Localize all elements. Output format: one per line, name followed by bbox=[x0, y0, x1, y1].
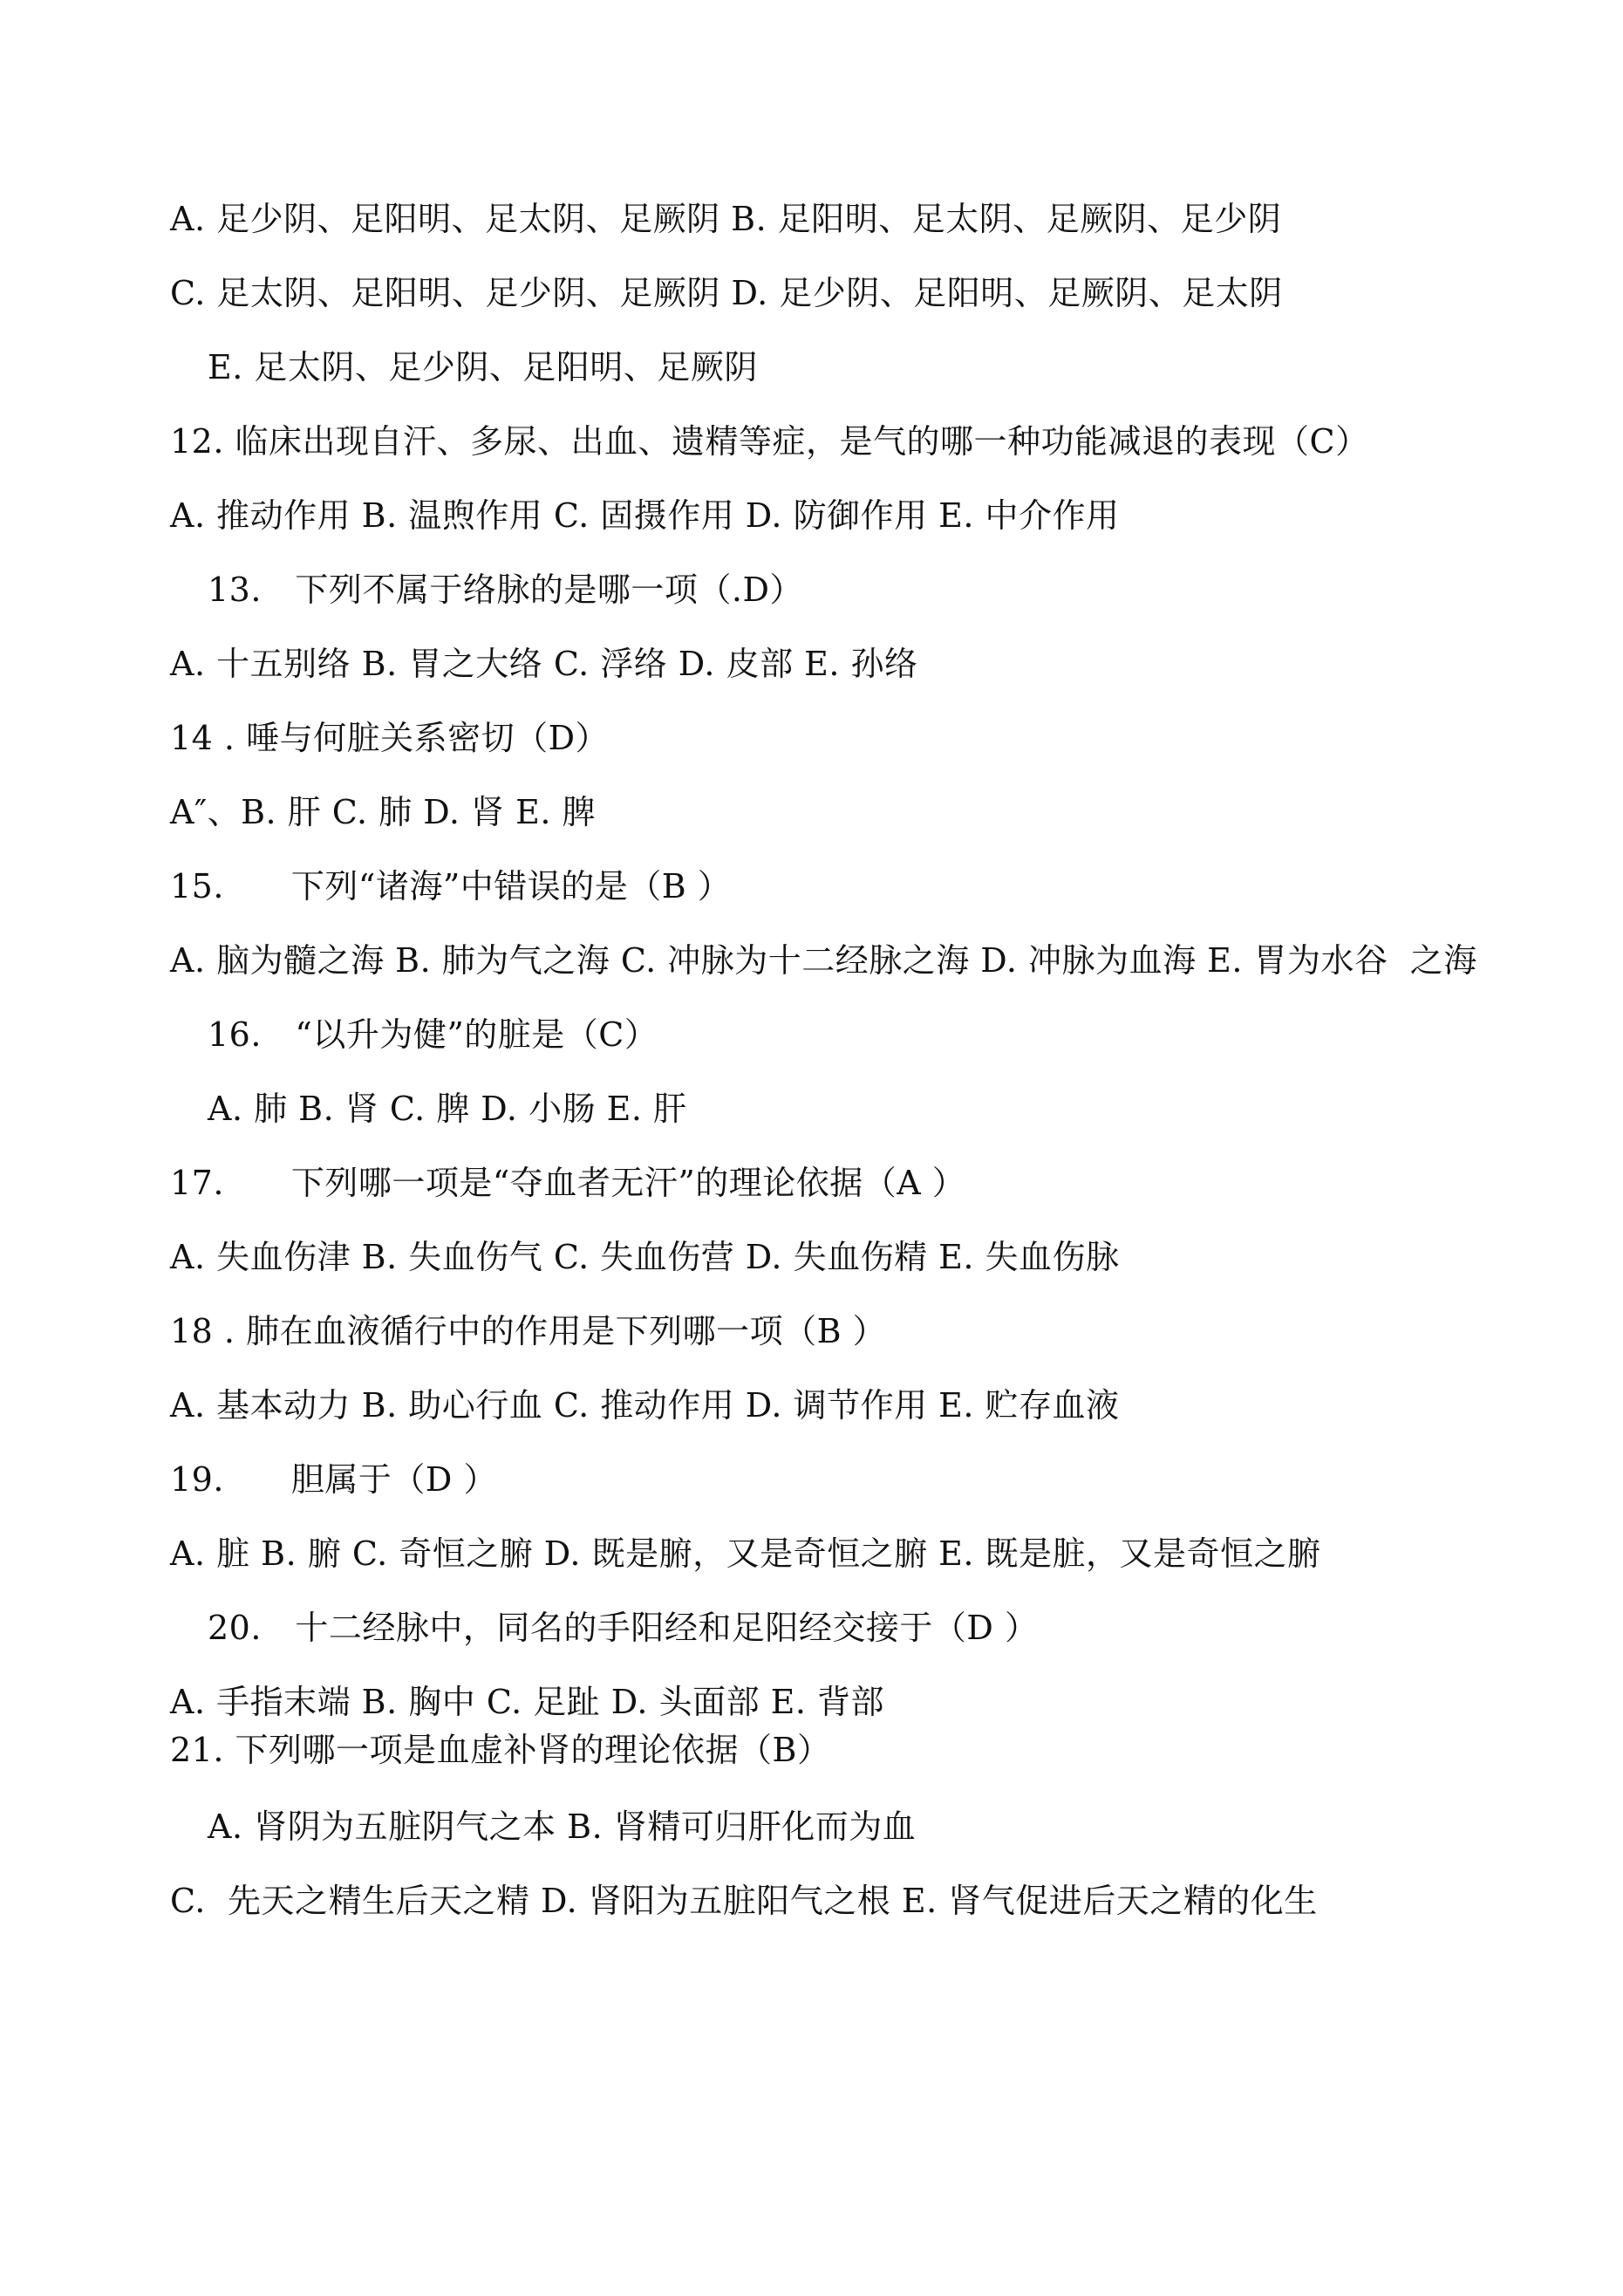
options-20: A. 手指末端 B. 胸中 C. 足趾 D. 头面部 E. 背部 bbox=[170, 1683, 885, 1721]
options-15: A. 脑为髓之海 B. 肺为气之海 C. 冲脉为十二经脉之海 D. 冲脉为血海 E. 胃为水谷 之海 bbox=[170, 941, 1477, 980]
question-20: 20. 十二经脉中，同名的手阳经和足阳经交接于（D ） bbox=[208, 1609, 1039, 1647]
options-16: A. 肺 B. 肾 C. 脾 D. 小肠 E. 肝 bbox=[208, 1090, 687, 1128]
options-21-ab: A. 肾阴为五脏阴气之本 B. 肾精可归肝化而为血 bbox=[208, 1807, 917, 1846]
question-18: 18 . 肺在血液循行中的作用是下列哪一项（B ） bbox=[170, 1312, 887, 1350]
option-line-11-e: E. 足太阴、足少阴、足阳明、足厥阴 bbox=[208, 348, 758, 386]
question-19: 19. 胆属于（D ） bbox=[170, 1460, 497, 1499]
question-16: 16. “以升为健”的脏是（C） bbox=[208, 1015, 658, 1054]
question-21: 21. 下列哪一项是血虚补肾的理论依据（B） bbox=[170, 1731, 831, 1769]
question-15: 15. 下列“诸海”中错误的是（B ） bbox=[170, 867, 732, 905]
option-line-11-cd: C. 足太阴、足阳明、足少阴、足厥阴 D. 足少阴、足阳明、足厥阴、足太阴 bbox=[170, 274, 1283, 312]
options-14: A″、B. 肝 C. 肺 D. 肾 E. 脾 bbox=[170, 793, 597, 831]
options-12: A. 推动作用 B. 温煦作用 C. 固摄作用 D. 防御作用 E. 中介作用 bbox=[170, 496, 1120, 535]
question-12: 12. 临床出现自汗、多尿、出血、遗精等症，是气的哪一种功能减退的表现（C） bbox=[170, 422, 1369, 461]
question-13: 13. 下列不属于络脉的是哪一项（.D） bbox=[208, 571, 803, 609]
question-14: 14 . 唾与何脏关系密切（D） bbox=[170, 719, 610, 757]
options-17: A. 失血伤津 B. 失血伤气 C. 失血伤营 D. 失血伤精 E. 失血伤脉 bbox=[170, 1238, 1120, 1276]
options-21-cde: C. 先天之精生后天之精 D. 肾阳为五脏阳气之根 E. 肾气促进后天之精的化生 bbox=[170, 1882, 1318, 1920]
options-13: A. 十五别络 B. 胃之大络 C. 浮络 D. 皮部 E. 孙络 bbox=[170, 645, 918, 683]
options-18: A. 基本动力 B. 助心行血 C. 推动作用 D. 调节作用 E. 贮存血液 bbox=[170, 1386, 1120, 1425]
option-line-11-ab: A. 足少阴、足阳明、足太阴、足厥阴 B. 足阳明、足太阴、足厥阴、足少阴 bbox=[170, 200, 1282, 238]
options-19: A. 脏 B. 腑 C. 奇恒之腑 D. 既是腑，又是奇恒之腑 E. 既是脏，又是奇恒之腑 bbox=[170, 1534, 1321, 1573]
question-17: 17. 下列哪一项是“夺血者无汗”的理论依据（A ） bbox=[170, 1164, 966, 1202]
